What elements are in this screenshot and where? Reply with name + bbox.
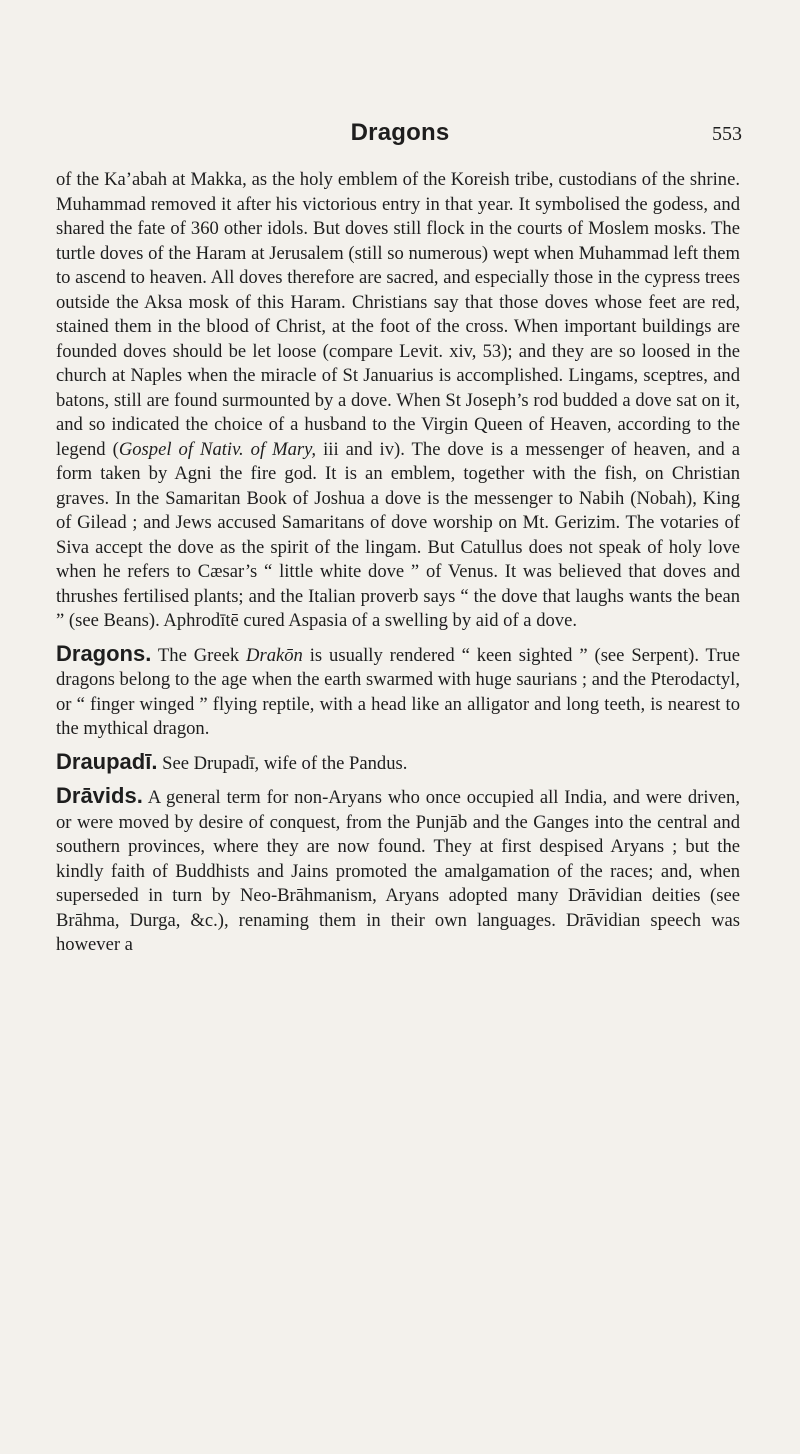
dove-text-part-1: of the Ka’abah at Makka, as the holy emblem of the Koreish tribe, custodians of the shrine. Muhammad removed it after his victorious entry in that year. It symbolised the godess, and shared the fate of 360 other idols. But doves still flock in the courts of Moslem mosks. The turtle doves of the Haram at Jerusalem (still so numerous) wept when Muhammad left them to ascend to heaven. All doves therefore are sacred, and especially those in the cypress trees outside the Aksa mosk of this Haram. Christians say that those doves whose feet are red, stained them in the blood of Christ, at the foot of the cross. When important buildings are founded doves should be let loose (compare Levit. xiv, 53); and they are so loosed in the church at Naples when the miracle of St Januarius is accomplished. Lingams, sceptres, and batons, still are found surmounted by a dove. When St Joseph’s rod budded a dove sat on it, and so indicated the choice of a husband to the Virgin Queen of Heaven, according to the legend ( bbox=[56, 169, 740, 460]
page-number: 553 bbox=[712, 123, 742, 145]
dove-text-italic: Gospel of Nativ. of Mary, bbox=[118, 438, 317, 460]
draupadi-text: See Drupadī, wife of the Pandus. bbox=[157, 752, 408, 774]
dragons-text-part-2: is usually rendered “ keen sighted ” (see Serpent). True dragons belong to the age when the earth swarmed with huge saurians ; and the Pterodactyl, or “ finger winged ” flying reptile, with a head like an alligator and long teeth, is nearest to the mythical dragon. bbox=[56, 644, 740, 739]
dove-paragraph bbox=[56, 168, 740, 634]
body-text bbox=[56, 168, 740, 958]
headword-dravids: Drāvids. bbox=[56, 783, 143, 808]
dove-text-part-2: iii and iv). The dove is a messenger of heaven, and a form taken by Agni the fire god. It is an emblem, together with the fish, on Christian graves. In the Samaritan Book of Joshua a dove is the messenger to Nabih (Nobah), King of Gilead ; and Jews accused Samaritans of dove worship on Mt. Gerizim. The votaries of Siva accept the dove as the spirit of the lingam. But Catullus does not speak of holy love when he refers to Cæsar’s “ little white dove ” of Venus. It was believed that doves and thrushes fertilised plants; and the Italian proverb says “ the dove that laughs wants the bean ” (see Beans). Aphrodītē cured Aspasia of a swelling by aid of a dove. bbox=[56, 438, 741, 631]
headword-draupadi: Draupadī. bbox=[56, 748, 158, 774]
dragons-text-part-1: The Greek bbox=[151, 644, 247, 666]
dravids-text: A general term for non-Aryans who once occupied all India, and were driven, or were moved by desire of conquest, from the Punjāb and the Ganges into the central and southern provinces, where they are now found. They at first despised Aryans ; but the kindly faith of Buddhists and Jains promoted the amalgamation of the races; and, when superseded in turn by Neo-Brāhmanism, Aryans adopted many Drāvidian deities (see Brāhma, Durga, &c.), renaming them in their own languages. Drāvidian speech was however a bbox=[56, 787, 740, 955]
entry-dragons bbox=[56, 642, 740, 742]
headword-dragons: Dragons. bbox=[56, 640, 152, 666]
entry-dravids bbox=[56, 784, 740, 958]
entry-draupadi bbox=[56, 750, 740, 777]
page-header bbox=[0, 118, 800, 148]
dragons-text-italic: Drakōn bbox=[246, 644, 303, 666]
running-head: Dragons bbox=[350, 119, 450, 146]
